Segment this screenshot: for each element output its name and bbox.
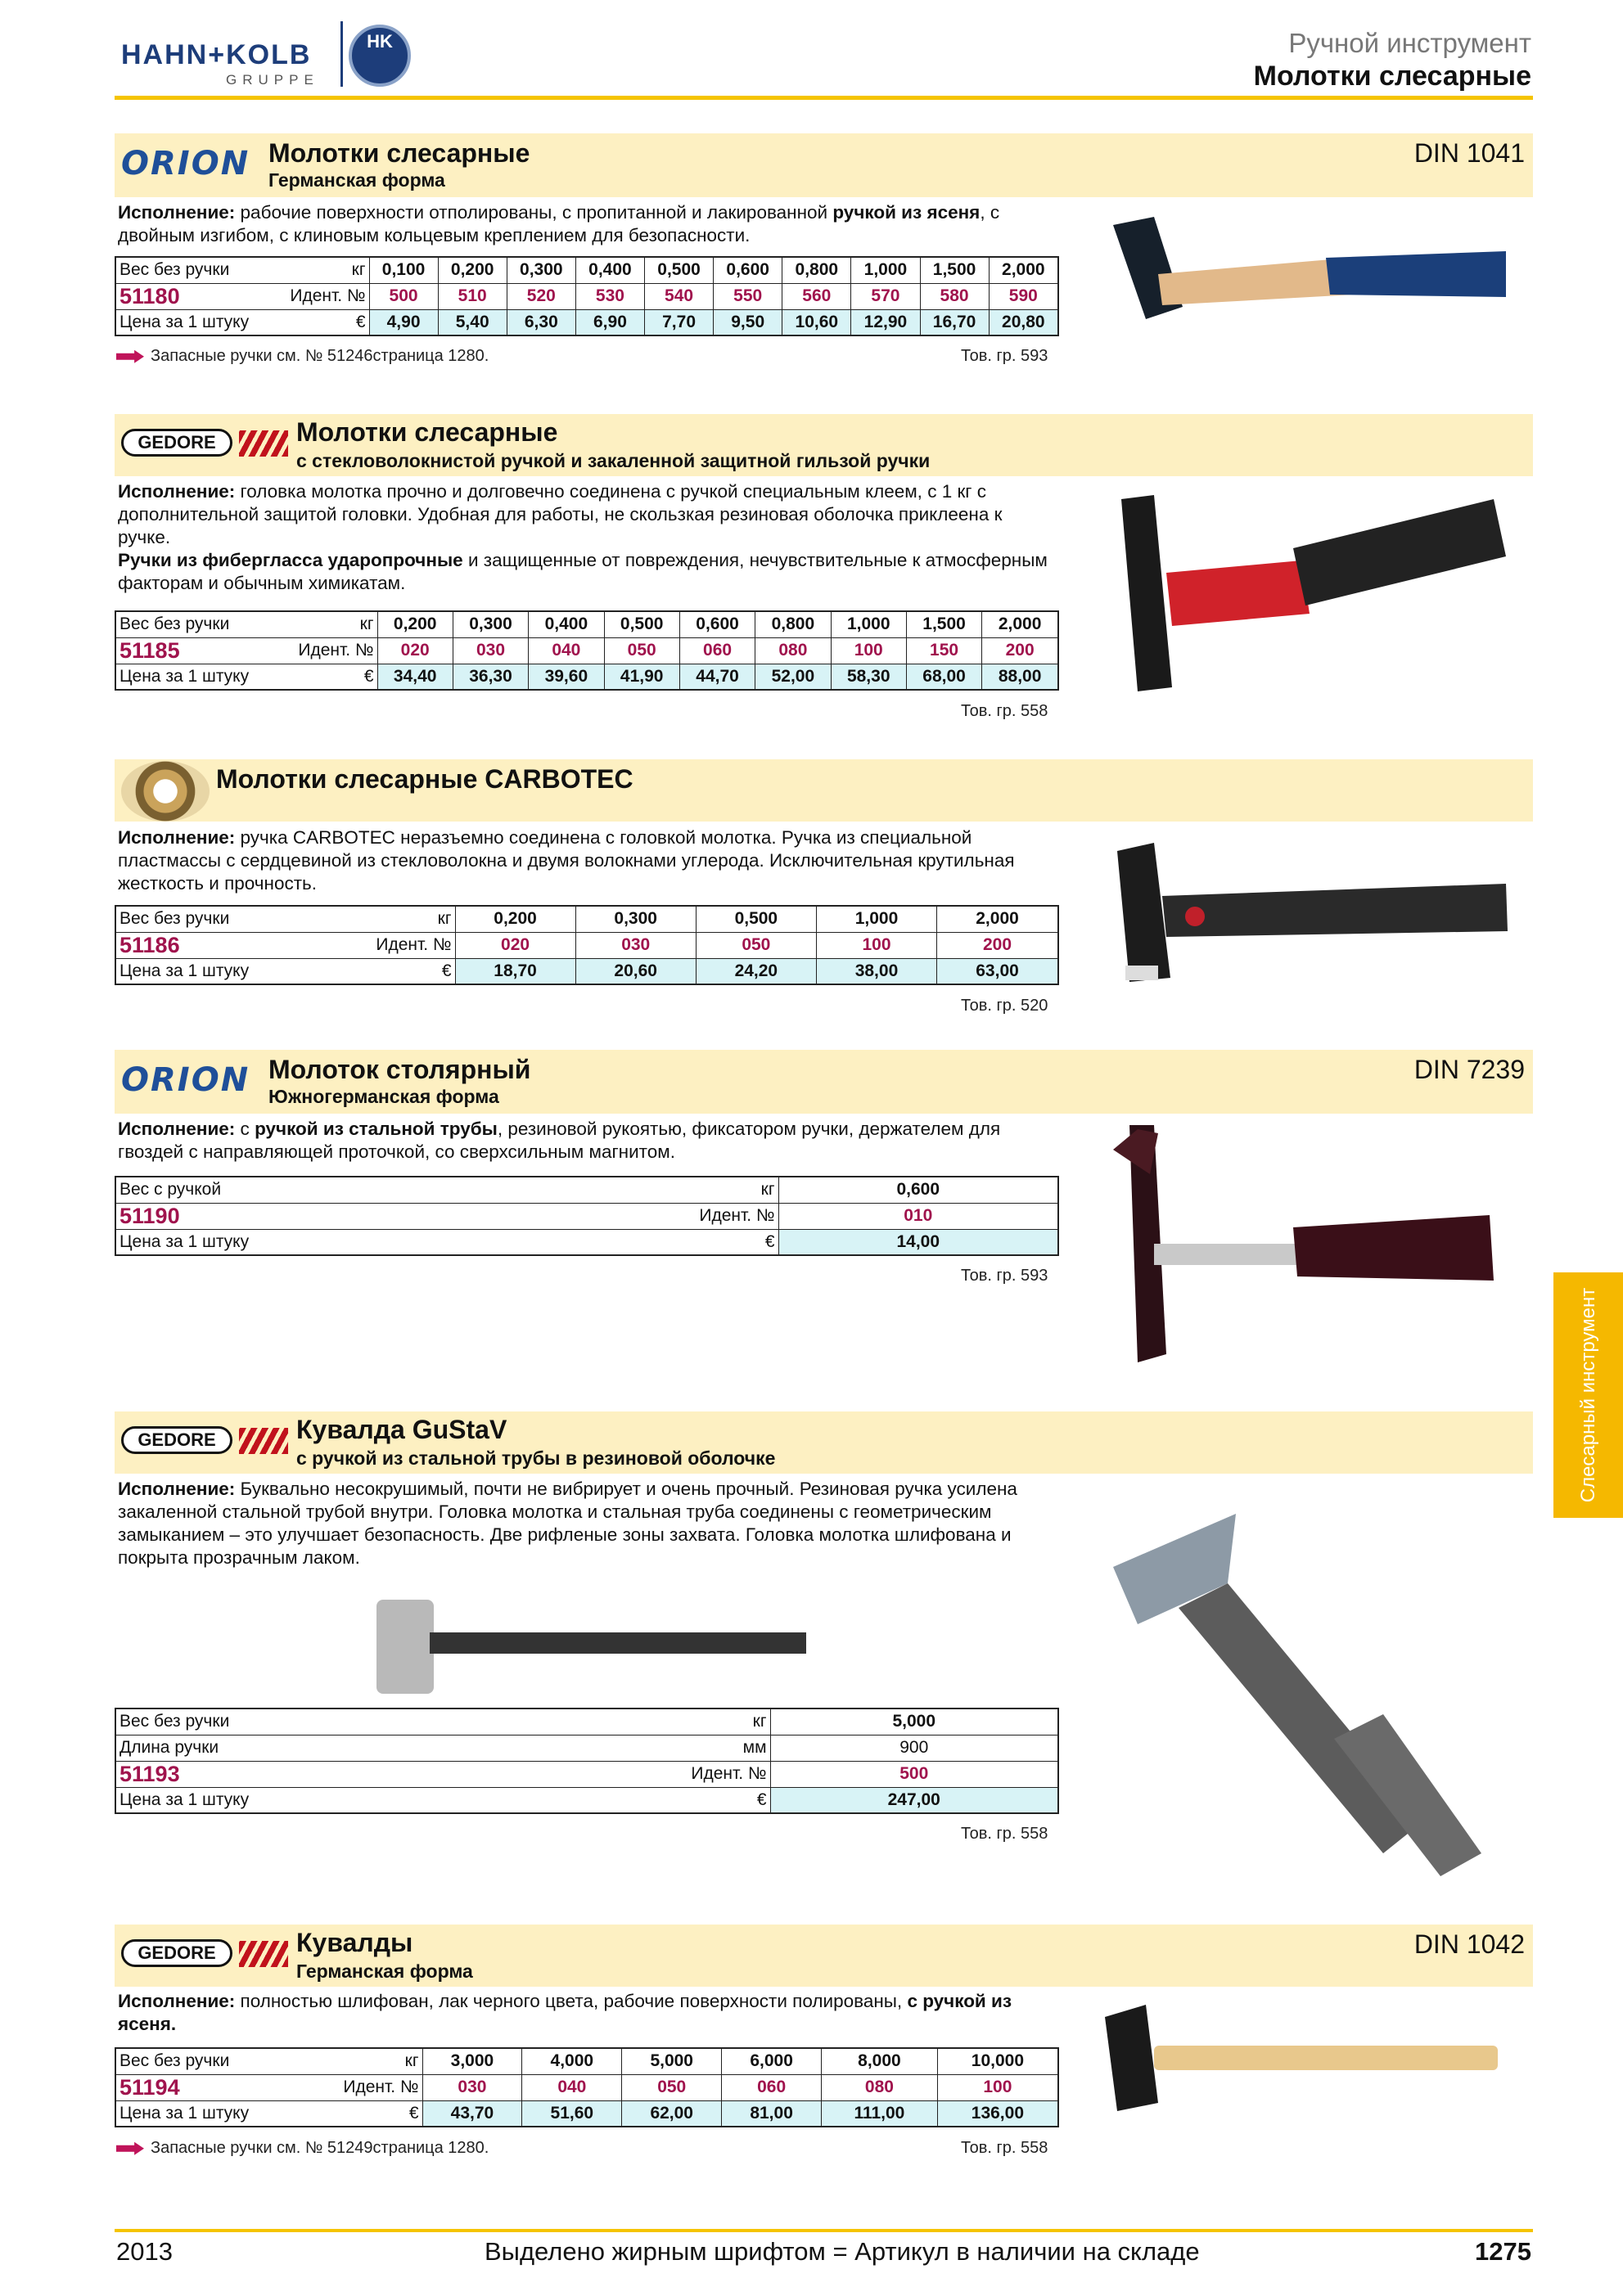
hammer-image-fiberglass [1080,483,1514,712]
gedore-logo: GEDORE [121,429,293,461]
sledgehammer-wood-image [1089,1992,1514,2123]
logo-wordmark: HAHN+KOLB [121,39,312,70]
article-number: 51185 [115,637,287,664]
section-header [115,1925,1533,1987]
article-number: 51194 [115,2074,320,2100]
section-header [115,414,1533,476]
product-description: Исполнение: Буквально несокрушимый, почти не вибрирует и очень прочный. Резиновая ручка усилена закаленной стальной трубой внутри. Головка молотка и стальная труба соединены с геометрическим замыканием – это улучшает безопасность. Две рифленые зоны захвата. Головка молотка шлифована и покрыта прозрачным лаком. [118,1479,1017,1568]
product-group: Тов. гр. 558 [961,2139,1048,2157]
footer-note: Выделено жирным шрифтом = Артикул в наличии на складе [485,2237,1200,2266]
price-table: Вес без ручки кг 3,000 4,000 5,000 6,000 8,000 10,000 51194 Идент. № 030 040 050 060 080 100 Цена за 1 штуку € 43,70 51,60 62,00 81,00 111,00 136,00 [115,2047,1059,2127]
gedore-logo: GEDORE [121,1426,293,1459]
logo-seal: HK [349,25,411,87]
hammer-image-wood [1080,209,1514,372]
section-header [115,1050,1533,1114]
din-standard: DIN 7239 [1413,1055,1525,1084]
page-number: 1275 [1475,2237,1531,2266]
hahn-kolb-logo [121,18,416,88]
sledgehammer-angled-image [1097,1510,1490,1878]
page-header [1254,28,1531,92]
product-group: Тов. гр. 593 [961,347,1048,365]
section-subtitle: с ручкой из стальной трубы в резиновой оболочке [296,1447,776,1469]
arrow-icon [116,2142,144,2155]
product-description: Исполнение: ручка CARBOTEC неразъемно соединена с головкой молотка. Ручка из специальной пластмассы с сердцевиной из стекловолокна и двумя волокнами углерода. Исключительная крутильная жесткость и прочность. [118,827,1015,894]
arrow-icon [116,350,144,363]
article-number: 51193 [115,1761,574,1787]
price-table: Вес с ручкой кг 0,600 51190 Идент. № 010 Цена за 1 штуку € 14,00 [115,1176,1059,1256]
logo-divider [340,21,343,87]
orion-logo: ORION [121,145,250,182]
footer-year: 2013 [116,2237,173,2266]
section-subtitle: Южногерманская форма [268,1086,499,1107]
section-title: Кувалда GuStaV [296,1415,507,1444]
sledgehammer-side-image [368,1591,810,1702]
product-group: Тов. гр. 520 [961,997,1048,1015]
product-group: Тов. гр. 593 [961,1267,1048,1285]
product-group: Тов. гр. 558 [961,702,1048,720]
section-title: Кувалды [296,1928,413,1957]
gedore-logo: GEDORE [121,1939,293,1972]
category-title: Ручной инструмент [1288,28,1531,58]
carbotec-logo [121,761,210,822]
section-title: Молоток столярный [268,1055,531,1084]
header-divider [115,96,1533,100]
price-table: Вес без ручки кг 0,200 0,300 0,400 0,500 0,600 0,800 1,000 1,500 2,000 51185 Идент. № 020 030 040 050 060 080 100 150 200 Цена за 1 штуку € 34,40 36,30 39,60 41,90 44,70 52,00 58,30 68,00 88,00 [115,610,1059,691]
section-title: Молотки слесарные [268,138,530,168]
section-subtitle: Германская форма [296,1961,473,1982]
section-title: Молотки слесарные [296,417,558,447]
section-subtitle: Германская форма [268,169,445,191]
din-standard: DIN 1041 [1413,138,1525,168]
hammer-image-steel-tube [1080,1125,1514,1371]
section-title: Молотки слесарные CARBOTEC [216,764,633,794]
section-header [115,1411,1533,1474]
section-header [115,133,1533,197]
product-description: Исполнение: рабочие поверхности отполированы, с пропитанной и лакированной ручкой из ясеня, с двойным изгибом, с клиновым кольцевым креплением для безопасности. [118,202,1000,245]
din-standard: DIN 1042 [1413,1929,1525,1959]
spare-handle-link[interactable]: Запасные ручки см. № 51246страница 1280. [116,347,489,366]
article-number: 51190 [115,1203,574,1229]
section-subtitle: с стекловолокнистой ручкой и закаленной защитной гильзой ручки [296,450,931,471]
orion-logo: ORION [121,1061,250,1099]
article-number: 51186 [115,932,361,958]
product-group: Тов. гр. 558 [961,1825,1048,1843]
product-description: Исполнение: полностью шлифован, лак черного цвета, рабочие поверхности полированы, с ручкой из ясеня. [118,1991,1012,2034]
price-table: Вес без ручки кг 0,200 0,300 0,500 1,000 2,000 51186 Идент. № 020 030 050 100 200 Цена за 1 штуку € 18,70 20,60 24,20 38,00 63,00 [115,905,1059,985]
hammer-image-carbotec [1080,835,1514,990]
section-header [115,759,1533,822]
footer-divider [115,2229,1533,2232]
price-table: Вес без ручки кг 5,000 Длина ручки мм 900 51193 Идент. № 500 Цена за 1 штуку € 247,00 [115,1708,1059,1814]
price-table: Вес без ручки кг 0,100 0,200 0,300 0,400 0,500 0,600 0,800 1,000 1,500 2,000 51180 Идент. № 500 510 520 530 540 550 560 570 580 590 Цена за 1 штуку € 4,90 5,40 6,30 6,90 7,70 9,50 10,60 12,90 16,70 20,80 [115,256,1059,336]
spare-handle-link[interactable]: Запасные ручки см. № 51249страница 1280. [116,2139,489,2158]
product-description: Исполнение: головка молотка прочно и долговечно соединена с ручкой специальным клеем, с 1 кг с дополнительной защитой головки. Удобная для работы, не скользкая резиновая оболочка приклеена к ручке. Ручки из фибергласса ударопрочные и защищенные от повреждения, нечувствительные к атмосферным факторам и обычным химикатам. [118,481,1048,593]
category-side-tab[interactable]: Слесарный инструмент [1553,1272,1623,1518]
article-number: 51180 [115,283,287,309]
logo-subtitle: GRUPPE [226,72,319,88]
product-description: Исполнение: с ручкой из стальной трубы, резиновой рукоятью, фиксатором ручки, держателем для гвоздей с направляющей проточкой, со сверхсильным магнитом. [118,1119,1001,1162]
page-title: Молотки слесарные [1253,61,1531,92]
